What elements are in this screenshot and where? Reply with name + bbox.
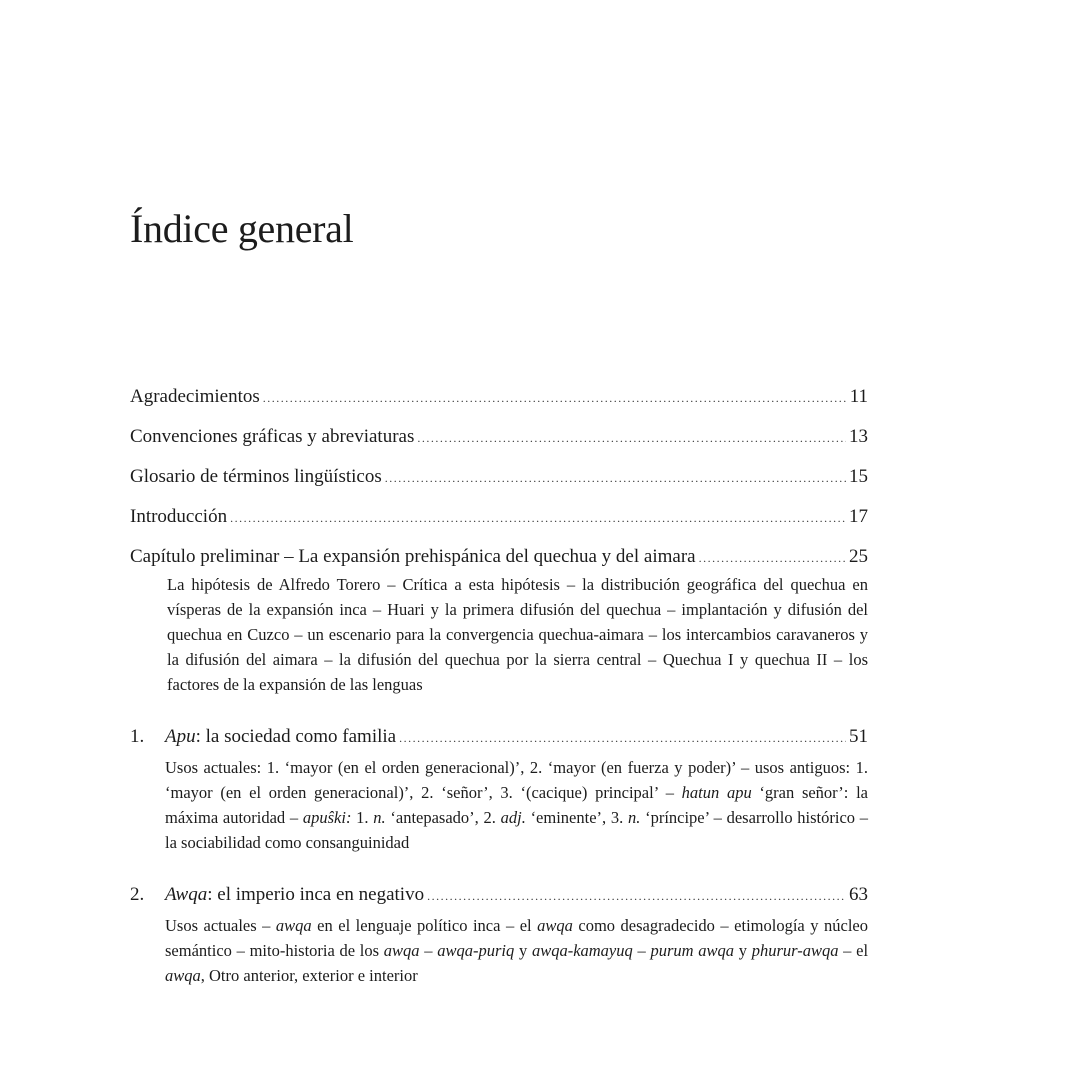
chapter-number: 2. [130, 884, 145, 905]
description-text: como desagradecido – etimología y núcleo semántico – mito-historia de los [165, 916, 868, 960]
toc-page-number: 51 [849, 726, 868, 747]
toc-entry-chapter-1[interactable] [130, 723, 868, 855]
dot-leader [399, 724, 846, 752]
toc-page-number: 13 [849, 426, 868, 447]
description-text: – [632, 941, 651, 960]
italic-term: n. [373, 808, 386, 827]
chapter-number: 1. [130, 726, 145, 747]
italic-term: purum awqa [650, 941, 735, 960]
italic-term: awqa [275, 916, 312, 935]
description-text: y [734, 941, 752, 960]
italic-term: adj. [500, 808, 526, 827]
description-text: en el lenguaje político inca – el [311, 916, 538, 935]
toc-entry-title: Agradecimientos [130, 386, 260, 407]
table-of-contents [130, 383, 868, 999]
toc-entry-description [165, 755, 868, 855]
toc-entry-title [165, 723, 396, 751]
dot-leader [263, 384, 847, 412]
chapter-keyword: Apu [165, 726, 196, 747]
italic-term: phurur-awqa [751, 941, 839, 960]
italic-term: awqa [165, 966, 201, 985]
chapter-keyword: Awqa [165, 884, 208, 905]
description-text: ‘antepasado’, 2. [385, 808, 501, 827]
toc-entry-title [165, 881, 424, 909]
description-text: 1. [351, 808, 374, 827]
toc-entry-title: Convenciones gráficas y abreviaturas [130, 426, 415, 447]
italic-term: n. [627, 808, 641, 827]
italic-term: hatun apu [681, 783, 752, 802]
dot-leader [417, 424, 846, 452]
description-text: y [514, 941, 532, 960]
description-text: ‘príncipe’ – desarrollo histórico – la sociabilidad como consanguinidad [165, 808, 869, 852]
toc-entry-introduccion[interactable] [130, 503, 868, 532]
dot-leader [230, 504, 846, 532]
description-text: Usos actuales – [165, 916, 276, 935]
description-text: Usos actuales: 1. ‘mayor (en el orden generacional)’, 2. ‘mayor (en fuerza y poder)’ – usos antiguos: 1. ‘mayor (en el orden generacional)’, 2. ‘señor’, 3. ‘(cacique) principal’ – [165, 758, 868, 802]
toc-page-number: 17 [849, 506, 868, 527]
toc-page-number: 25 [849, 546, 868, 567]
italic-term: awqa-kamayuq [531, 941, 633, 960]
page-title: Índice general [130, 206, 354, 251]
toc-page-number: 11 [849, 386, 868, 407]
toc-entry-description: La hipótesis de Alfredo Torero – Crítica a esta hipótesis – la distribución geográfica del quechua en vísperas de la expansión inca – Huari y la primera difusión del quechua – implantación y difusión del quechua en Cuzco – un escenario para la convergencia quechua-aimara – los intercambios caravaneros y la difusión del aimara – la difusión del quechua por la sierra central – Quechua I y quechua II – los factores de la expansión de las lenguas [167, 575, 868, 694]
toc-entry-description [165, 913, 868, 988]
description-text: – [419, 941, 438, 960]
dot-leader [385, 464, 846, 492]
description-text: ‘eminente’, 3. [525, 808, 628, 827]
toc-entry-convenciones[interactable] [130, 423, 868, 452]
toc-entry-glosario[interactable] [130, 463, 868, 492]
toc-entry-title: Glosario de términos lingüísticos [130, 466, 382, 487]
italic-term: awqa [383, 941, 420, 960]
toc-entry-chapter-2[interactable] [130, 881, 868, 988]
toc-entry-agradecimientos[interactable] [130, 383, 868, 412]
toc-entry-title: Introducción [130, 506, 228, 527]
toc-entry-title: Capítulo preliminar – La expansión prehispánica del quechua y del aimara [130, 546, 696, 567]
chapter-title-rest: : el imperio inca en negativo [207, 884, 425, 905]
description-text: – el [838, 941, 869, 960]
toc-page-number: 15 [849, 466, 868, 487]
description-text: , Otro anterior, exterior e interior [200, 966, 418, 985]
chapter-title-rest: : la sociedad como familia [195, 726, 397, 747]
italic-term: awqa [537, 916, 573, 935]
dot-leader [427, 882, 846, 910]
dot-leader [699, 544, 846, 572]
description-text: ‘gran señor’: la máxima autoridad – [165, 783, 868, 827]
italic-term: awqa-puriq [437, 941, 515, 960]
italic-term: apuŝki: [302, 808, 352, 827]
toc-page-number: 63 [849, 884, 868, 905]
toc-entry-capitulo-preliminar[interactable] [130, 543, 868, 697]
